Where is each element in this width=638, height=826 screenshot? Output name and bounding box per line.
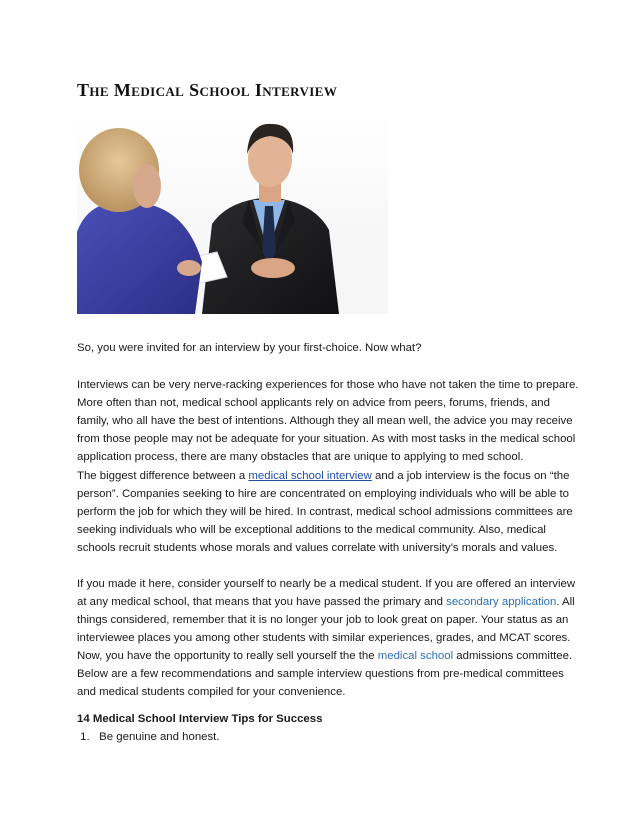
text-line: family, who all have the best of intentions. Although they all mean well, the advice you may receive: [77, 415, 573, 427]
page-title: The Medical School Interview: [77, 80, 338, 100]
interview-photo: [77, 112, 388, 314]
text-line: Below are a few recommendations and sample interview questions from pre-medical committees: [77, 668, 564, 680]
text-line: from those people may not be adequate for your situation. As with most tasks in the medical school: [77, 433, 576, 445]
text-line: seeking individuals who will be exceptional additions to the medical community. Also, medical: [77, 524, 546, 536]
text-segment: admissions committee.: [453, 650, 573, 662]
text-line: Interviews can be very nerve-racking experiences for those who have not taken the time to prepare.: [77, 379, 579, 391]
tips-list: [77, 728, 567, 746]
text-line: and medical students compiled for your convenience.: [77, 686, 346, 698]
text-line: [77, 593, 575, 611]
list-item: [77, 728, 567, 746]
text-segment: Now, you have the opportunity to really sell yourself the the: [77, 650, 378, 662]
text-segment: . All: [556, 596, 575, 608]
secondary-application-link[interactable]: secondary application: [446, 596, 557, 608]
text-line: person”. Companies seeking to hire are concentrated on employing individuals who will be able to: [77, 488, 569, 500]
intro-paragraph: So, you were invited for an interview by your first-choice. Now what?: [77, 342, 422, 354]
interview-illustration: [77, 112, 388, 314]
text-line: interviewee places you among other students with similar experiences, grades, and MCAT scores.: [77, 632, 571, 644]
text-segment: The biggest difference between a: [77, 470, 249, 482]
text-segment: and a job interview is the focus on “the: [371, 470, 570, 482]
medical-school-link[interactable]: medical school: [377, 650, 454, 662]
text-line: If you made it here, consider yourself to nearly be a medical student. If you are offered an interview: [77, 578, 576, 590]
text-line: application process, there are many obstacles that are unique to applying to med school.: [77, 451, 524, 463]
text-line: perform the job for which they will be hired. In contrast, medical school admissions committees are: [77, 506, 573, 518]
text-line: things considered, remember that it is no longer your job to look great on paper. Your status as an: [77, 614, 569, 626]
text-line: More often than not, medical school applicants rely on advice from peers, forums, friends, and: [77, 397, 550, 409]
paragraph-1: [77, 376, 579, 466]
text-line: [77, 647, 573, 665]
list-item-text: Be genuine and honest.: [99, 731, 220, 743]
list-item-number: 1.: [80, 731, 90, 743]
text-segment: at any medical school, that means that you have passed the primary and: [77, 596, 447, 608]
medical-school-interview-link[interactable]: medical school interview: [248, 470, 372, 482]
tips-heading: 14 Medical School Interview Tips for Success: [77, 713, 323, 725]
paragraph-2: [77, 467, 573, 557]
text-line: schools recruit students whose morals and values correlate with university’s morals and values.: [77, 542, 558, 554]
paragraph-3: [77, 575, 576, 701]
text-line: [77, 467, 570, 485]
